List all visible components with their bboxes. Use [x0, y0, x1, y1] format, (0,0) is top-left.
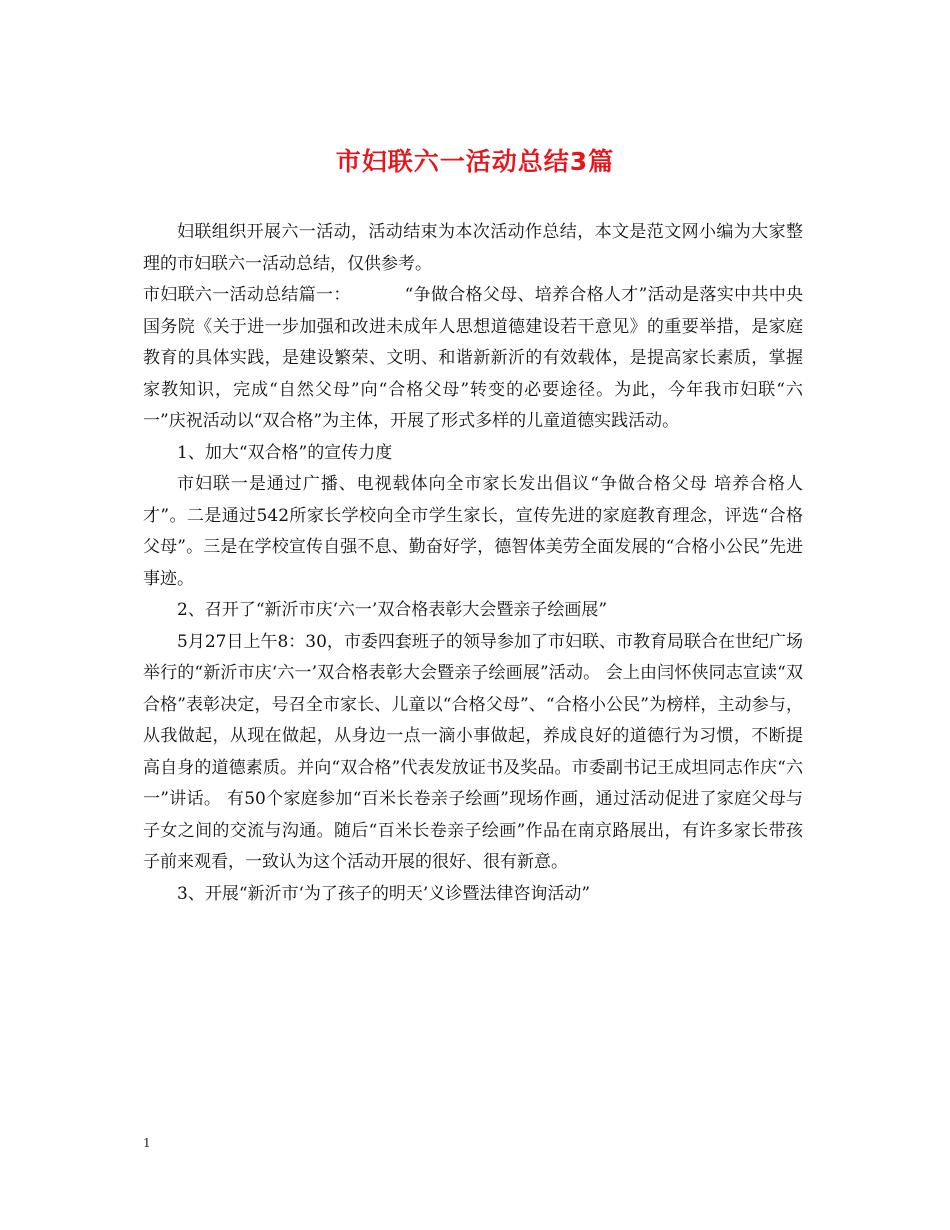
article-paragraph	[143, 280, 803, 438]
document-title: 市妇联六一活动总结3篇	[335, 147, 615, 176]
section-paragraph-2: 5月27日上午8：30，市委四套班子的领导参加了市妇联、市教育局联合在世纪广场举行的“新沂市庆‘六一’双合格表彰大会暨亲子绘画展”活动。 会上由闫怀侠同志宣读“双合格”表彰决定，号召全市家长、儿童以“合格父母”、“合格小公民”为榜样，主动参与，从我做起，从现在做起，从身边一点一滴小事做起，养成良好的道德行为习惯，不断提高自身的道德素质。并向“双合格”代表发放证书及奖品。市委副书记王成坦同志作庆“六一”讲话。 有50个家庭参加“百米长卷亲子绘画”现场作画，通过活动促进了家庭父母与子女之间的交流与沟通。随后“百米长卷亲子绘画”作品在南京路展出，有许多家长带孩子前来观看，一致认为这个活动开展的很好、很有新意。	[143, 631, 803, 872]
document-body	[143, 217, 803, 910]
section-paragraph-1: 市妇联一是通过广播、电视载体向全市家长发出倡议“争做合格父母 培养合格人才”。二是通过542所家长学校向全市学生家长，宣传先进的家庭教育理念，评选“合格父母”。三是在学校宣传自强不息、勤奋好学，德智体美劳全面发展的“合格小公民”先进事迹。	[143, 474, 803, 589]
article-body-text: “争做合格父母、培养合格人才”活动是落实中共中央国务院《关于进一步加强和改进未成年人思想道德建设若干意见》的重要举措，是家庭教育的具体实践，是建设繁荣、文明、和谐新新沂的有效载体，是提高家长素质，掌握家教知识，完成“自然父母”向“合格父母”转变的必要途径。为此，今年我市妇联“六一”庆祝活动以“双合格”为主体，开展了形式多样的儿童道德实践活动。	[143, 285, 803, 431]
article-heading: 市妇联六一活动总结篇一：	[143, 285, 351, 305]
intro-paragraph: 妇联组织开展六一活动，活动结束为本次活动作总结，本文是范文网小编为大家整理的市妇联六一活动总结，仅供参考。	[143, 222, 803, 274]
page-number: 1	[143, 1136, 151, 1150]
section-heading-1: 1、加大“双合格”的宣传力度	[177, 442, 393, 463]
section-heading-3: 3、开展“新沂市‘为了孩子的明天’义诊暨法律咨询活动”	[177, 883, 591, 904]
section-heading-2: 2、召开了“新沂市庆‘六一’双合格表彰大会暨亲子绘画展”	[177, 600, 608, 620]
